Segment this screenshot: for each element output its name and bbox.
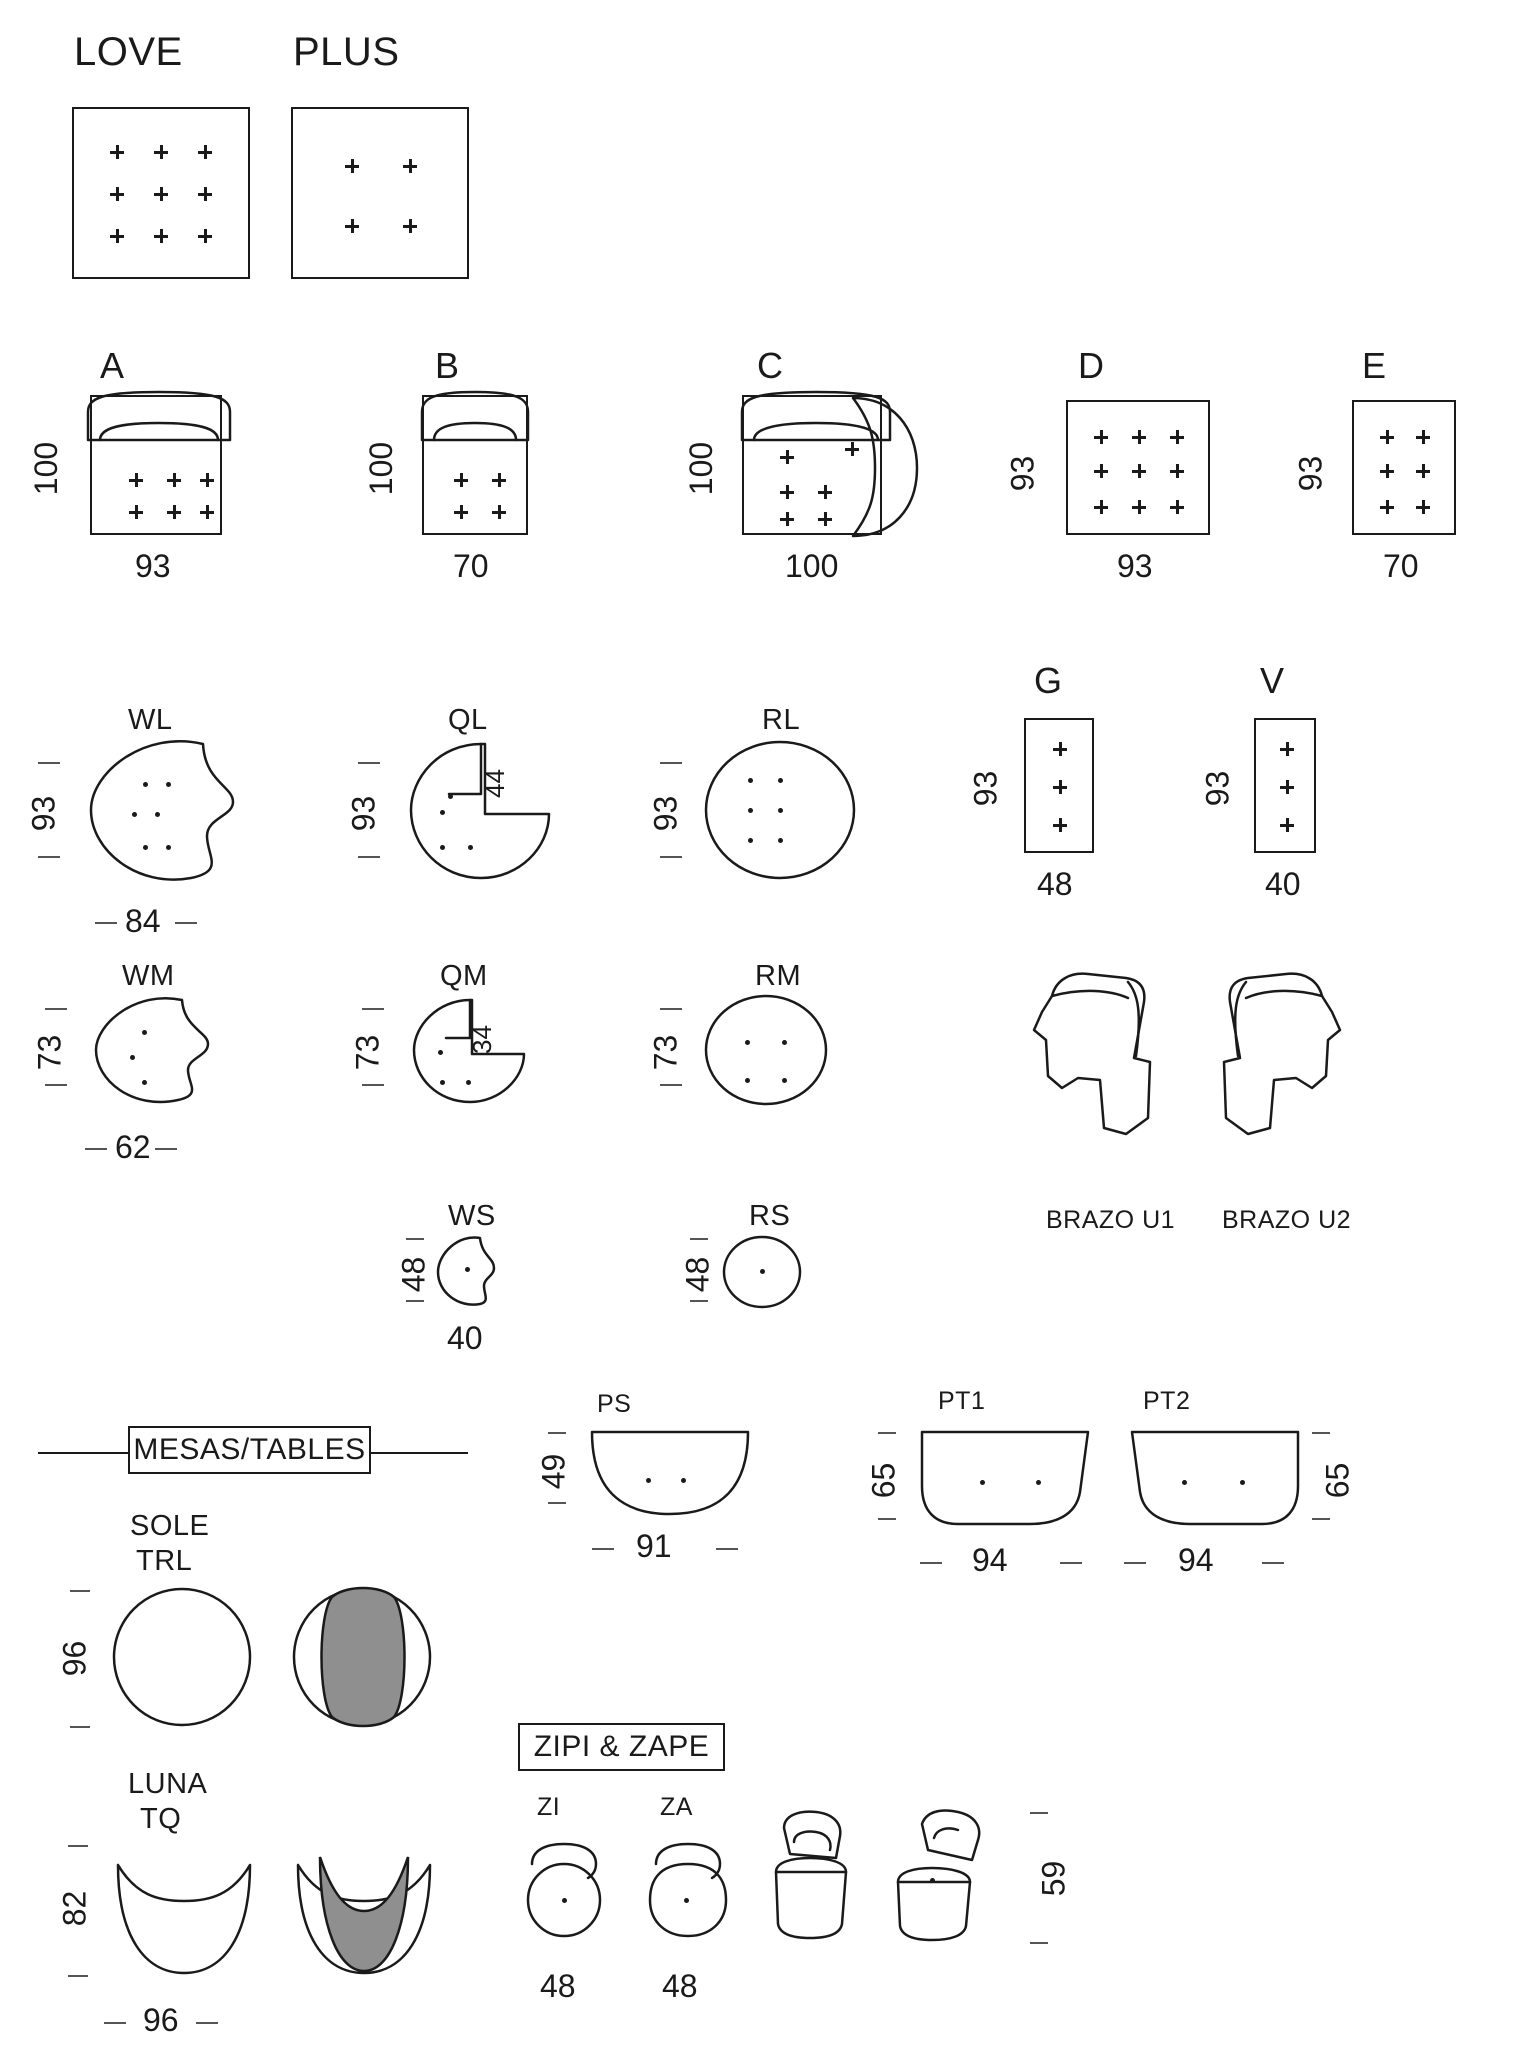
module-label-plus: PLUS — [293, 30, 400, 74]
arm-u2-label: BRAZO U2 — [1222, 1206, 1352, 1234]
arm-u1-shape — [1022, 968, 1162, 1158]
dim-b-height: 100 — [363, 441, 400, 496]
table-luna-label-line1: LUNA — [128, 1768, 208, 1800]
dim-rs-height: 48 — [679, 1256, 716, 1293]
module-label-ql: QL — [448, 704, 488, 736]
table-top-ps-label: PS — [597, 1390, 632, 1418]
module-label-c: C — [757, 345, 784, 386]
table-sole-side-view — [290, 1583, 440, 1733]
zipi-perspective-view — [758, 1806, 888, 1946]
module-rm-shape — [700, 994, 840, 1109]
dim-wm-width: 62 — [115, 1129, 151, 1165]
dim-c-width: 100 — [785, 548, 839, 584]
module-a-backrest — [84, 390, 234, 460]
module-wm-shape — [90, 994, 220, 1109]
module-d-shape — [1066, 400, 1210, 535]
dim-ql-inner: 44 — [479, 769, 510, 798]
module-label-love: LOVE — [74, 30, 183, 74]
dim-c-height: 100 — [683, 441, 720, 496]
dim-wl-width: 84 — [125, 903, 161, 939]
dim-pt2-width: 94 — [1178, 1542, 1214, 1578]
dim-b-width: 70 — [453, 548, 489, 584]
dim-g-width: 48 — [1037, 866, 1073, 902]
table-top-ps-shape — [586, 1424, 756, 1524]
dim-g-height: 93 — [967, 770, 1004, 807]
dim-rl-height: 93 — [647, 795, 684, 832]
table-luna-label-line2: TQ — [140, 1803, 182, 1835]
dim-e-height: 93 — [1292, 455, 1329, 492]
module-c-side-arm — [845, 392, 935, 542]
dim-wm-height: 73 — [31, 1034, 68, 1071]
dim-d-height: 93 — [1004, 455, 1041, 492]
dim-d-width: 93 — [1117, 548, 1153, 584]
table-top-pt1-label: PT1 — [938, 1387, 986, 1415]
module-g-shape — [1024, 718, 1094, 853]
dim-pt1-width: 94 — [972, 1542, 1008, 1578]
dim-ws-height: 48 — [395, 1256, 432, 1293]
module-label-a: A — [100, 345, 125, 386]
zape-top-view — [632, 1838, 742, 1948]
module-label-d: D — [1078, 345, 1105, 386]
dim-sole-height: 96 — [56, 1640, 93, 1677]
arm-u1-label: BRAZO U1 — [1046, 1206, 1176, 1234]
module-label-rm: RM — [755, 960, 802, 992]
dim-pt1-height: 65 — [865, 1462, 902, 1499]
table-top-pt2-shape — [1120, 1424, 1310, 1534]
dim-qm-inner: 34 — [466, 1025, 497, 1054]
dim-e-width: 70 — [1383, 548, 1419, 584]
module-love-shape — [72, 107, 250, 279]
dim-rm-height: 73 — [647, 1034, 684, 1071]
dim-luna-height: 82 — [56, 1890, 93, 1927]
module-label-qm: QM — [440, 960, 488, 992]
dim-ps-height: 49 — [535, 1453, 572, 1490]
table-luna-side-view — [290, 1835, 440, 1985]
module-label-rl: RL — [762, 704, 801, 736]
zape-label: ZA — [660, 1793, 693, 1821]
module-label-b: B — [435, 345, 460, 386]
dim-luna-width: 96 — [143, 2002, 179, 2038]
dim-ws-width: 40 — [447, 1320, 483, 1356]
dim-wl-height: 93 — [25, 795, 62, 832]
table-sole-label-line2: TRL — [136, 1545, 193, 1577]
module-label-rs: RS — [749, 1200, 791, 1232]
zipi-zape-section-title: ZIPI & ZAPE — [518, 1723, 725, 1771]
module-label-wm: WM — [122, 960, 175, 992]
module-label-e: E — [1362, 345, 1387, 386]
dim-zipi-width: 48 — [540, 1968, 576, 2004]
table-luna-top-view — [110, 1835, 260, 1985]
dim-qm-height: 73 — [349, 1034, 386, 1071]
dim-a-width: 93 — [135, 548, 171, 584]
tables-section-title: MESAS/TABLES — [128, 1426, 371, 1474]
zape-perspective-view — [884, 1806, 1014, 1946]
module-e-shape — [1352, 400, 1456, 535]
module-label-v: V — [1260, 660, 1285, 701]
module-b-backrest — [418, 390, 538, 460]
dim-v-height: 93 — [1199, 770, 1236, 807]
dim-v-width: 40 — [1265, 866, 1301, 902]
dim-a-height: 100 — [28, 441, 65, 496]
dim-ql-height: 93 — [345, 795, 382, 832]
module-ql-shape — [405, 738, 565, 883]
zipi-label: ZI — [537, 1793, 561, 1821]
module-label-ws: WS — [448, 1200, 496, 1232]
module-label-g: G — [1034, 660, 1063, 701]
module-ws-shape — [432, 1232, 522, 1312]
module-plus-shape — [291, 107, 469, 279]
dim-ps-width: 91 — [636, 1528, 672, 1564]
table-sole-top-view — [110, 1583, 260, 1733]
table-sole-label-line1: SOLE — [130, 1510, 210, 1542]
dim-zipi-zape-height: 59 — [1035, 1860, 1072, 1897]
table-top-pt2-label: PT2 — [1143, 1387, 1191, 1415]
module-v-shape — [1254, 718, 1316, 853]
module-label-wl: WL — [128, 704, 173, 736]
module-wl-shape — [85, 738, 245, 883]
zipi-top-view — [510, 1838, 620, 1948]
table-top-pt1-shape — [916, 1424, 1106, 1534]
dim-zape-width: 48 — [662, 1968, 698, 2004]
arm-u2-shape — [1212, 968, 1352, 1158]
dim-pt2-height: 65 — [1319, 1462, 1356, 1499]
